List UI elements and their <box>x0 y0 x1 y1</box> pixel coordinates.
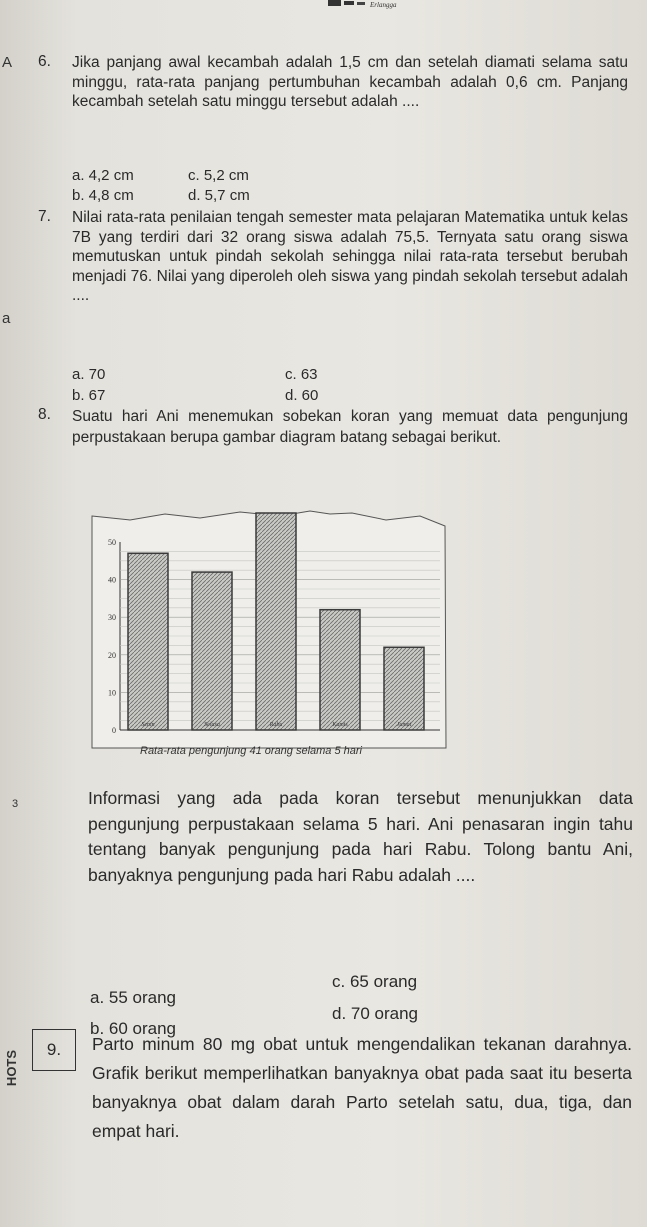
bar-selasa <box>192 572 232 730</box>
x-tick-label: Selasa <box>204 722 220 728</box>
hots-text: HOTS <box>4 1049 19 1087</box>
option-c: c. 63 <box>285 366 318 383</box>
option-b: b. 60 orang <box>90 1019 177 1038</box>
x-tick-label: Jumat <box>396 722 412 728</box>
option-a: a. 70 <box>72 366 106 383</box>
y-tick-label: 50 <box>108 538 116 547</box>
bar-rabu-torn <box>256 513 296 730</box>
bar-kamis <box>320 610 360 730</box>
question-7 <box>38 208 628 306</box>
question-number: 9. <box>32 1029 76 1071</box>
logo-text: Erlangga <box>370 1 397 9</box>
question-text: Suatu hari Ani menemukan sobekan koran yang memuat data pengunjung perpustakaan berupa gambar diagram batang sebagai berikut. <box>72 408 628 446</box>
y-tick-label: 40 <box>108 575 116 585</box>
x-tick-label: Kamis <box>332 722 348 728</box>
option-d: d. 70 orang <box>332 1004 419 1023</box>
option-d: d. 60 <box>285 387 319 404</box>
x-tick-label: Rabu <box>269 722 283 728</box>
bar-jumat <box>384 647 424 730</box>
y-tick-label: 30 <box>108 613 116 623</box>
y-tick-label: 20 <box>108 650 116 660</box>
y-tick-label: 10 <box>108 688 116 698</box>
margin-mark: a <box>2 310 11 327</box>
margin-mark: 3 <box>12 798 19 810</box>
question-8-body: Informasi yang ada pada koran tersebut menunjukkan data pengunjung perpustakaan selama 5 hari. Ani penasaran ingin tahu tentang banyak pengunjung pada hari Rabu. Tolong bantu Ani, banyaknya pengunjung pada hari Rabu adalah .... <box>88 788 633 885</box>
margin-mark: A <box>2 54 13 71</box>
publisher-logo <box>328 0 428 10</box>
x-tick-label: Senin <box>141 722 155 728</box>
option-a: a. 55 orang <box>90 988 177 1007</box>
option-c: c. 5,2 cm <box>188 167 249 184</box>
question-number: 8. <box>38 406 51 423</box>
chart-caption: Rata-rata pengunjung 41 orang selama 5 hari <box>140 745 362 757</box>
option-a: a. 4,2 cm <box>72 167 134 184</box>
option-b: b. 4,8 cm <box>72 187 134 204</box>
bar-chart <box>90 508 452 768</box>
question-6 <box>38 53 628 112</box>
hots-label <box>4 1038 28 1098</box>
question-8 <box>38 406 628 448</box>
question-text: Jika panjang awal kecambah adalah 1,5 cm dan setelah diamati selama satu minggu, rata-rata panjang pertumbuhan kecambah adalah 0,6 cm. Panjang kecambah setelah satu minggu tersebut adalah .... <box>72 54 628 110</box>
question-text: Nilai rata-rata penilaian tengah semester mata pelajaran Matematika untuk kelas 7B yang terdiri dari 32 orang siswa adalah 75,5. Ternyata satu orang siswa memutuskan untuk pindah sekolah sehingga nilai rata-rata tersebut berubah menjadi 76. Nilai yang diperoleh oleh siswa yang pindah sekolah tersebut adalah .... <box>72 209 628 304</box>
question-number: 7. <box>38 208 51 225</box>
option-c: c. 65 orang <box>332 972 418 991</box>
y-tick-label: 0 <box>112 726 116 735</box>
option-b: b. 67 <box>72 387 106 404</box>
question-9-text: Parto minum 80 mg obat untuk mengendalikan tekanan darahnya. Grafik berikut memperlihatkan banyaknya obat pada saat itu beserta banyaknya obat dalam darah Parto setelah satu, dua, tiga, dan empat hari. <box>92 1034 632 1141</box>
question-number: 6. <box>38 53 51 70</box>
bar-senin <box>128 553 168 730</box>
option-d: d. 5,7 cm <box>188 187 250 204</box>
